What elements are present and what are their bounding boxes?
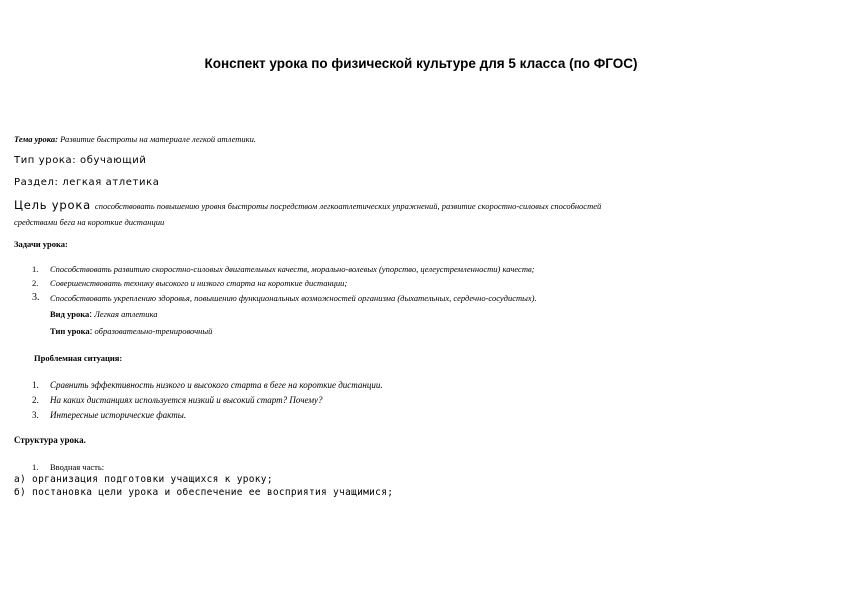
vid-value: Легкая атлетика <box>92 309 158 319</box>
struktura-line-b: б) постановка цели урока и обеспечение ее восприятия учащимися; <box>14 487 394 498</box>
tip-line <box>14 155 147 166</box>
tema-value: Развитие быстроты на материале легкой атлетики. <box>60 134 256 144</box>
cel-text-2: средствами бега на короткие дистанции <box>14 217 165 227</box>
zadachi-item-1: Способствовать развитию скоростно-силовых двигательных качеств, морально-волевых (упорство, целеустремленности) качеств; <box>50 264 535 274</box>
cel-line1 <box>14 196 601 214</box>
razdel-line <box>14 177 159 188</box>
tip2-line <box>50 326 212 337</box>
tip2-value: образовательно-тренировочный <box>92 326 213 336</box>
page-title: Конспект урока по физической культуре для 5 класса (по ФГОС) <box>204 56 638 71</box>
zadachi-heading: Задачи урока: <box>14 239 68 249</box>
vid-line <box>50 309 157 320</box>
problem-num-1: 1. <box>32 380 39 390</box>
struktura-line-a: а) организация подготовки учащихся к уроку; <box>14 474 273 485</box>
tema-line <box>14 134 256 144</box>
razdel-label: Раздел: <box>14 177 59 188</box>
problem-num-3: 3. <box>32 410 39 420</box>
tip-value: : обучающий <box>72 155 147 166</box>
problem-num-2: 2. <box>32 395 39 405</box>
problem-item-1: Сравнить эффективность низкого и высокого старта в беге на короткие дистанции. <box>50 380 383 390</box>
struktura-item-1: Вводная часть: <box>50 462 105 472</box>
vid-label: Вид урока <box>50 309 90 319</box>
problem-heading: Проблемная ситуация: <box>34 353 123 363</box>
problem-item-3: Интересные исторические факты. <box>50 410 187 420</box>
struktura-num-1: 1. <box>32 462 39 472</box>
problem-item-2: На каких дистанциях используется низкий и высокий старт? Почему? <box>50 395 323 405</box>
tema-label: Тема урока: <box>14 134 58 144</box>
zadachi-num-1: 1. <box>32 264 39 274</box>
tip-label: Тип урока <box>14 155 73 166</box>
tip2-sep: : <box>89 326 93 337</box>
zadachi-item-2: Совершенствовать технику высокого и низкого старта на короткие дистанции; <box>50 278 348 288</box>
vid-sep: : <box>89 309 93 320</box>
zadachi-num-3: 3. <box>32 292 40 303</box>
razdel-value: легкая атлетика <box>58 177 160 188</box>
cel-text-1: способствовать повышению уровня быстроты посредством легкоатлетических упражнений, развитие скоростно-силовых способностей <box>94 201 602 211</box>
cel-label: Цель урока <box>14 198 91 212</box>
zadachi-item-3: Способствовать укреплению здоровья, повышению функциональных возможностей организма (дыхательных, сердечно-сосудистых). <box>50 293 537 303</box>
tip2-label: Тип урока <box>50 326 90 336</box>
zadachi-num-2: 2. <box>32 278 39 288</box>
struktura-heading: Структура урока. <box>14 435 86 445</box>
